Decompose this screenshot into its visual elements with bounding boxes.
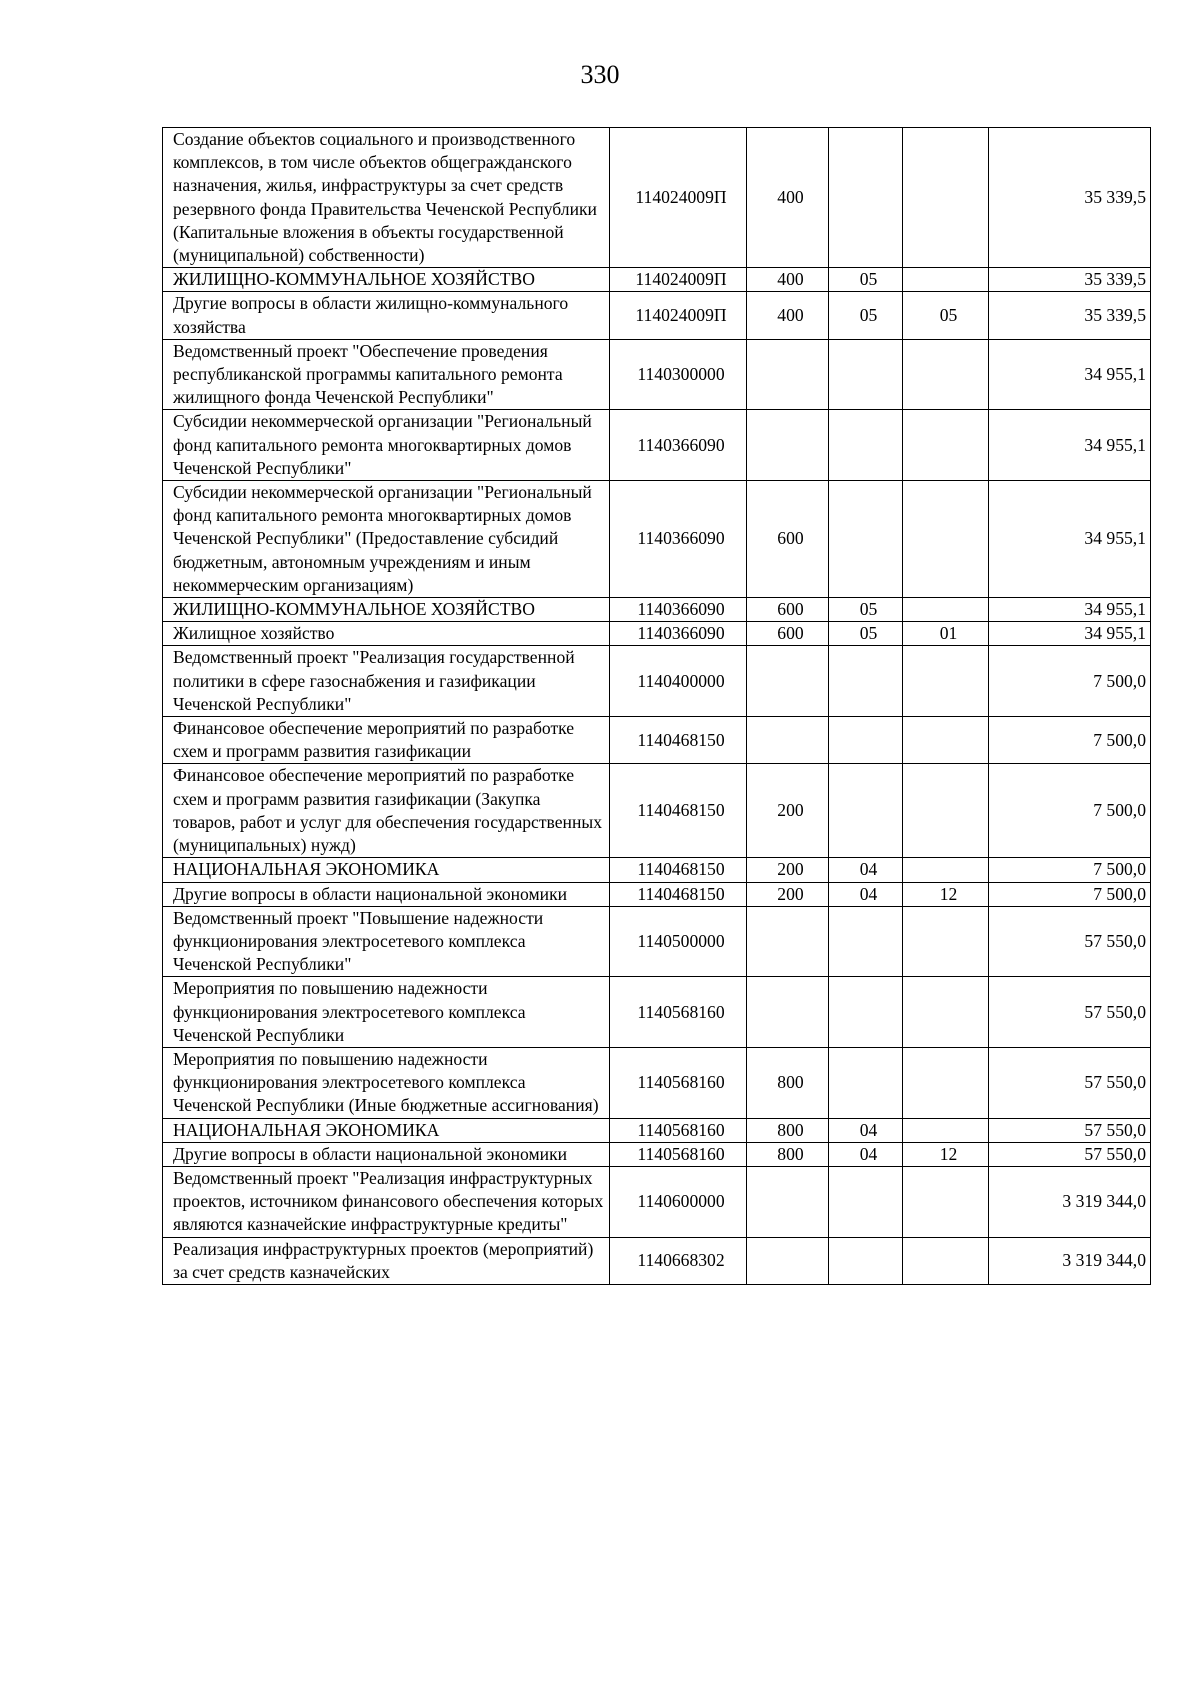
page-number: 330: [580, 60, 620, 89]
subsection-code-cell: 05: [903, 292, 989, 339]
target-article-code-cell: 1140468150: [610, 717, 747, 764]
amount-cell: 3 319 344,0: [989, 1166, 1151, 1237]
table-row: [163, 977, 1151, 1048]
item-name-cell: НАЦИОНАЛЬНАЯ ЭКОНОМИКА: [163, 858, 610, 882]
item-name-cell: Реализация инфраструктурных проектов (мероприятий) за счет средств казначейских: [163, 1237, 610, 1284]
budget-table-body: [163, 128, 1151, 1285]
budget-table: [162, 127, 1151, 1285]
amount-cell: 57 550,0: [989, 1047, 1151, 1118]
section-code-cell: 04: [829, 1142, 903, 1166]
target-article-code-cell: 114024009П: [610, 292, 747, 339]
expense-type-code-cell: [747, 410, 829, 481]
section-code-cell: [829, 128, 903, 268]
section-code-cell: 04: [829, 882, 903, 906]
amount-cell: 7 500,0: [989, 882, 1151, 906]
table-row: [163, 128, 1151, 268]
subsection-code-cell: 12: [903, 1142, 989, 1166]
section-code-cell: [829, 1237, 903, 1284]
expense-type-code-cell: 800: [747, 1142, 829, 1166]
target-article-code-cell: 114024009П: [610, 128, 747, 268]
table-row: [163, 1166, 1151, 1237]
item-name-cell: Ведомственный проект "Обеспечение проведения республиканской программы капитального ремонта жилищного фонда Чеченской Республики": [163, 339, 610, 410]
target-article-code-cell: 1140568160: [610, 1142, 747, 1166]
section-code-cell: 04: [829, 858, 903, 882]
amount-cell: 7 500,0: [989, 717, 1151, 764]
target-article-code-cell: 1140600000: [610, 1166, 747, 1237]
target-article-code-cell: 1140400000: [610, 646, 747, 717]
target-article-code-cell: 1140468150: [610, 882, 747, 906]
section-code-cell: 05: [829, 622, 903, 646]
expense-type-code-cell: [747, 977, 829, 1048]
table-row: [163, 268, 1151, 292]
amount-cell: 34 955,1: [989, 410, 1151, 481]
table-row: [163, 1047, 1151, 1118]
section-code-cell: [829, 339, 903, 410]
expense-type-code-cell: 400: [747, 268, 829, 292]
item-name-cell: ЖИЛИЩНО-КОММУНАЛЬНОЕ ХОЗЯЙСТВО: [163, 598, 610, 622]
amount-cell: 34 955,1: [989, 622, 1151, 646]
table-row: [163, 598, 1151, 622]
item-name-cell: Другие вопросы в области национальной экономики: [163, 882, 610, 906]
subsection-code-cell: [903, 764, 989, 858]
section-code-cell: [829, 646, 903, 717]
subsection-code-cell: [903, 646, 989, 717]
expense-type-code-cell: 400: [747, 292, 829, 339]
item-name-cell: Другие вопросы в области жилищно-коммунального хозяйства: [163, 292, 610, 339]
expense-type-code-cell: [747, 1166, 829, 1237]
amount-cell: 35 339,5: [989, 128, 1151, 268]
subsection-code-cell: [903, 906, 989, 977]
subsection-code-cell: [903, 481, 989, 598]
expense-type-code-cell: 600: [747, 622, 829, 646]
target-article-code-cell: 1140568160: [610, 977, 747, 1048]
target-article-code-cell: 1140366090: [610, 410, 747, 481]
item-name-cell: Финансовое обеспечение мероприятий по разработке схем и программ развития газификации (Закупка товаров, работ и услуг для обеспечения государственных (муниципальных) нужд): [163, 764, 610, 858]
amount-cell: 34 955,1: [989, 339, 1151, 410]
table-row: [163, 717, 1151, 764]
item-name-cell: Жилищное хозяйство: [163, 622, 610, 646]
expense-type-code-cell: 800: [747, 1047, 829, 1118]
table-row: [163, 764, 1151, 858]
expense-type-code-cell: 600: [747, 598, 829, 622]
item-name-cell: НАЦИОНАЛЬНАЯ ЭКОНОМИКА: [163, 1118, 610, 1142]
item-name-cell: Мероприятия по повышению надежности функционирования электросетевого комплекса Чеченской Республики (Иные бюджетные ассигнования): [163, 1047, 610, 1118]
table-row: [163, 1142, 1151, 1166]
subsection-code-cell: [903, 1118, 989, 1142]
expense-type-code-cell: 600: [747, 481, 829, 598]
amount-cell: 7 500,0: [989, 858, 1151, 882]
expense-type-code-cell: 200: [747, 764, 829, 858]
section-code-cell: 05: [829, 598, 903, 622]
target-article-code-cell: 1140568160: [610, 1118, 747, 1142]
amount-cell: 35 339,5: [989, 292, 1151, 339]
expense-type-code-cell: 200: [747, 882, 829, 906]
section-code-cell: [829, 717, 903, 764]
subsection-code-cell: [903, 268, 989, 292]
section-code-cell: [829, 1166, 903, 1237]
table-row: [163, 858, 1151, 882]
expense-type-code-cell: 800: [747, 1118, 829, 1142]
target-article-code-cell: 1140668302: [610, 1237, 747, 1284]
amount-cell: 57 550,0: [989, 906, 1151, 977]
item-name-cell: Финансовое обеспечение мероприятий по разработке схем и программ развития газификации: [163, 717, 610, 764]
table-row: [163, 622, 1151, 646]
target-article-code-cell: 1140500000: [610, 906, 747, 977]
section-code-cell: [829, 481, 903, 598]
subsection-code-cell: [903, 339, 989, 410]
table-row: [163, 646, 1151, 717]
subsection-code-cell: [903, 128, 989, 268]
subsection-code-cell: 01: [903, 622, 989, 646]
amount-cell: 34 955,1: [989, 481, 1151, 598]
expense-type-code-cell: [747, 339, 829, 410]
section-code-cell: [829, 977, 903, 1048]
table-row: [163, 339, 1151, 410]
section-code-cell: [829, 764, 903, 858]
item-name-cell: Ведомственный проект "Реализация инфраструктурных проектов, источником финансового обеспечения которых являются казначейские инфраструктурные кредиты": [163, 1166, 610, 1237]
subsection-code-cell: [903, 1166, 989, 1237]
target-article-code-cell: 1140366090: [610, 598, 747, 622]
item-name-cell: Субсидии некоммерческой организации "Региональный фонд капитального ремонта многоквартирных домов Чеченской Республики": [163, 410, 610, 481]
section-code-cell: 04: [829, 1118, 903, 1142]
item-name-cell: Мероприятия по повышению надежности функционирования электросетевого комплекса Чеченской Республики: [163, 977, 610, 1048]
target-article-code-cell: 1140568160: [610, 1047, 747, 1118]
section-code-cell: 05: [829, 292, 903, 339]
amount-cell: 57 550,0: [989, 1118, 1151, 1142]
table-row: [163, 906, 1151, 977]
subsection-code-cell: [903, 410, 989, 481]
item-name-cell: Создание объектов социального и производственного комплексов, в том числе объектов общегражданского назначения, жилья, инфраструктуры за счет средств резервного фонда Правительства Чеченской Республики (Капитальные вложения в объекты государственной (муниципальной) собственности): [163, 128, 610, 268]
item-name-cell: Субсидии некоммерческой организации "Региональный фонд капитального ремонта многоквартирных домов Чеченской Республики" (Предоставление субсидий бюджетным, автономным учреждениям и иным некоммерческим организациям): [163, 481, 610, 598]
item-name-cell: Ведомственный проект "Реализация государственной политики в сфере газоснабжения и газификации Чеченской Республики": [163, 646, 610, 717]
section-code-cell: [829, 906, 903, 977]
expense-type-code-cell: [747, 906, 829, 977]
table-row: [163, 1237, 1151, 1284]
amount-cell: 3 319 344,0: [989, 1237, 1151, 1284]
amount-cell: 57 550,0: [989, 1142, 1151, 1166]
target-article-code-cell: 1140300000: [610, 339, 747, 410]
subsection-code-cell: [903, 1237, 989, 1284]
subsection-code-cell: [903, 1047, 989, 1118]
amount-cell: 7 500,0: [989, 646, 1151, 717]
subsection-code-cell: [903, 598, 989, 622]
amount-cell: 35 339,5: [989, 268, 1151, 292]
table-row: [163, 882, 1151, 906]
table-row: [163, 292, 1151, 339]
section-code-cell: [829, 1047, 903, 1118]
target-article-code-cell: 1140366090: [610, 622, 747, 646]
section-code-cell: 05: [829, 268, 903, 292]
item-name-cell: Другие вопросы в области национальной экономики: [163, 1142, 610, 1166]
target-article-code-cell: 1140468150: [610, 858, 747, 882]
item-name-cell: ЖИЛИЩНО-КОММУНАЛЬНОЕ ХОЗЯЙСТВО: [163, 268, 610, 292]
subsection-code-cell: 12: [903, 882, 989, 906]
amount-cell: 57 550,0: [989, 977, 1151, 1048]
expense-type-code-cell: [747, 646, 829, 717]
expense-type-code-cell: 200: [747, 858, 829, 882]
table-row: [163, 410, 1151, 481]
table-row: [163, 481, 1151, 598]
target-article-code-cell: 1140468150: [610, 764, 747, 858]
subsection-code-cell: [903, 858, 989, 882]
expense-type-code-cell: [747, 1237, 829, 1284]
amount-cell: 7 500,0: [989, 764, 1151, 858]
subsection-code-cell: [903, 717, 989, 764]
section-code-cell: [829, 410, 903, 481]
target-article-code-cell: 114024009П: [610, 268, 747, 292]
table-row: [163, 1118, 1151, 1142]
target-article-code-cell: 1140366090: [610, 481, 747, 598]
amount-cell: 34 955,1: [989, 598, 1151, 622]
item-name-cell: Ведомственный проект "Повышение надежности функционирования электросетевого комплекса Чеченской Республики": [163, 906, 610, 977]
expense-type-code-cell: [747, 717, 829, 764]
expense-type-code-cell: 400: [747, 128, 829, 268]
subsection-code-cell: [903, 977, 989, 1048]
